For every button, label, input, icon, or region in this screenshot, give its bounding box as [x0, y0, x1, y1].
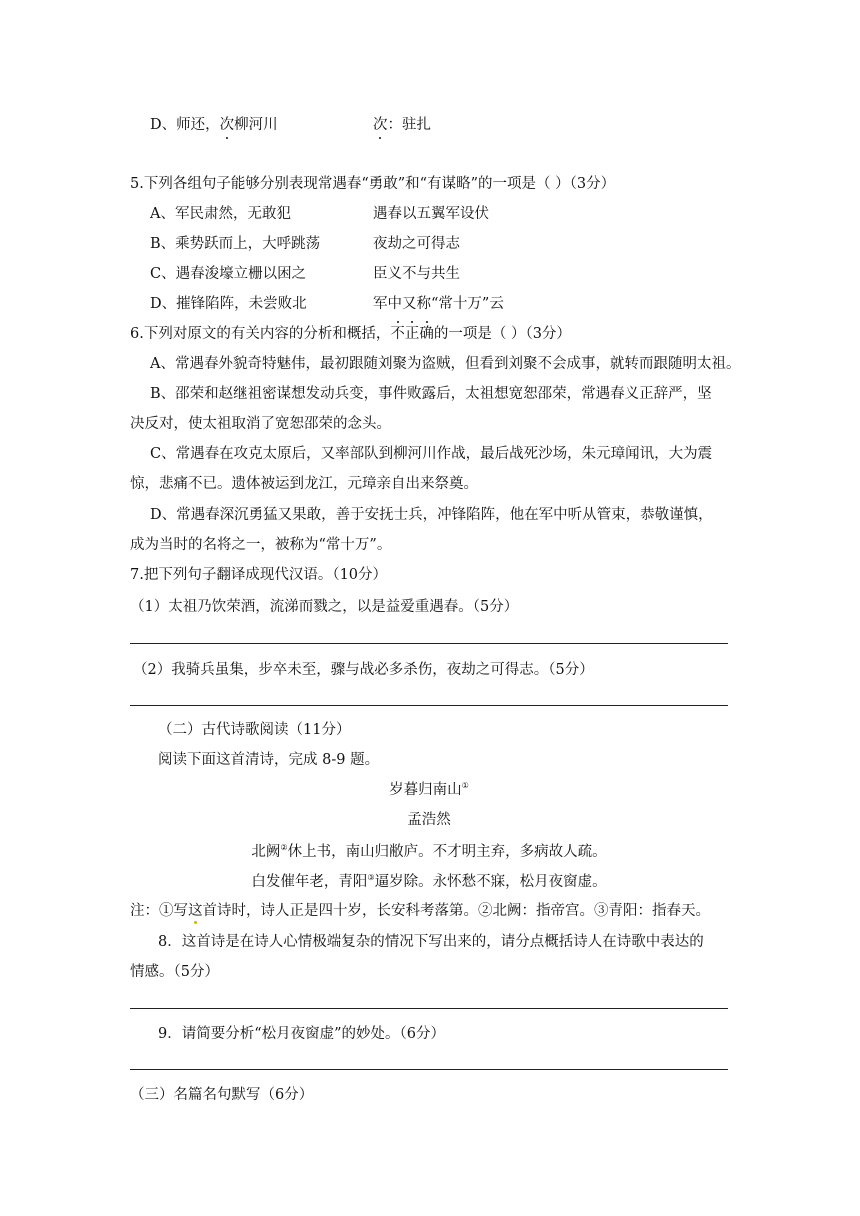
q6-option-b-line2: 决反对，使太祖取消了宽恕邵荣的念头。: [130, 416, 391, 432]
section3-heading: （三）名篇名句默写（6分）: [130, 1087, 314, 1103]
section2-heading: （二）古代诗歌阅读（11分）: [158, 722, 351, 738]
q5-option-d-right: 军中又称“常十万”云: [373, 296, 504, 312]
answer-line: [130, 705, 728, 706]
poem-notes: 注：①写这首诗时，诗人正是四十岁，长安科考落第。②北阙：指帝宫。③青阳：指春天。: [130, 903, 710, 919]
q7-stem: 7.把下列句子翻译成现代汉语。（10分）: [130, 567, 388, 583]
q6-option-a: A、常遇春外貌奇特魅伟，最初跟随刘聚为盗贼，但看到刘聚不会成事，就转而跟随明太祖。: [150, 356, 741, 372]
q5-option-b-right: 夜劫之可得志: [373, 236, 460, 252]
poem-author: 孟浩然: [407, 812, 451, 828]
q5-stem: 5.下列各组句子能够分别表现常遇春“勇敢”和“有谋略”的一项是（ ）（3分）: [130, 176, 616, 192]
answer-line: [130, 1008, 728, 1009]
q8-line-2: 情感。（5分）: [130, 964, 219, 980]
q7-sentence-1: （1）太祖乃饮荣酒，流涕而戮之，以是益爱重遇春。（5分）: [130, 599, 519, 615]
section2-intro: 阅读下面这首清诗，完成 8-9 题。: [158, 752, 380, 768]
dotted-char: 正: [404, 326, 420, 342]
answer-line: [130, 1069, 728, 1070]
q5-option-c-left: C、遇春浚壕立栅以困之: [150, 266, 307, 282]
dotted-char: 确: [419, 326, 434, 342]
q6-stem: 6.下列对原文的有关内容的分析和概括，不正确的一项是（ ）（3分）: [130, 326, 571, 342]
q6-option-c-line1: C、常遇春在攻克太原后，又率部队到柳河川作战，最后战死沙场，朱元璋闻讯，大为震: [150, 446, 713, 462]
q7-sentence-2: （2）我骑兵虽集，步卒未至，骤与战必多杀伤，夜劫之可得志。（5分）: [133, 662, 594, 678]
dotted-char: 次: [373, 117, 388, 133]
q5-option-c-right: 臣义不与共生: [373, 266, 460, 282]
poem-title: 岁暮归南山①: [389, 781, 469, 798]
q6-option-d-line2: 成为当时的名将之一，被称为“常十万”。: [130, 537, 392, 553]
q9-stem: 9．请简要分析“松月夜窗虚”的妙处。（6分）: [158, 1026, 446, 1042]
poem-line-2: 白发催年老，青阳③逼岁除。永怀愁不寐，松月夜窗虚。: [251, 873, 607, 890]
answer-line: [130, 643, 728, 644]
q6-option-c-line2: 惊，悲痛不已。遗体被运到龙江，元璋亲自出来祭奠。: [130, 476, 478, 492]
q4-option-d-right: 次：驻扎: [373, 117, 431, 133]
q5-option-b-left: B、乘势跃而上，大呼跳荡: [150, 236, 321, 252]
q4-option-d-left: D、师还，次柳河川: [150, 117, 278, 133]
q6-option-b-line1: B、邵荣和赵继祖密谋想发动兵变，事件败露后，太祖想宽恕邵荣，常遇春义正辞严，坚: [150, 386, 712, 402]
dotted-char: 不: [390, 326, 405, 342]
q5-option-d-left: D、摧锋陷阵，未尝败北: [150, 296, 307, 312]
q5-option-a-right: 遇春以五翼军设伏: [373, 206, 489, 222]
q8-line-1: 8．这首诗是在诗人心情极端复杂的情况下写出来的，请分点概括诗人在诗歌中表达的: [158, 934, 704, 950]
q6-option-d-line1: D、常遇春深沉勇猛又果敢，善于安抚士兵，冲锋陷阵，他在军中听从管束，恭敬谨慎，: [150, 507, 713, 523]
dotted-char: 次: [219, 117, 235, 133]
marked-char: 这: [188, 903, 203, 919]
q5-option-a-left: A、军民肃然，无敢犯: [150, 206, 291, 222]
poem-line-1: 北阙②休上书，南山归敝庐。不才明主弃，多病故人疏。: [251, 843, 607, 860]
